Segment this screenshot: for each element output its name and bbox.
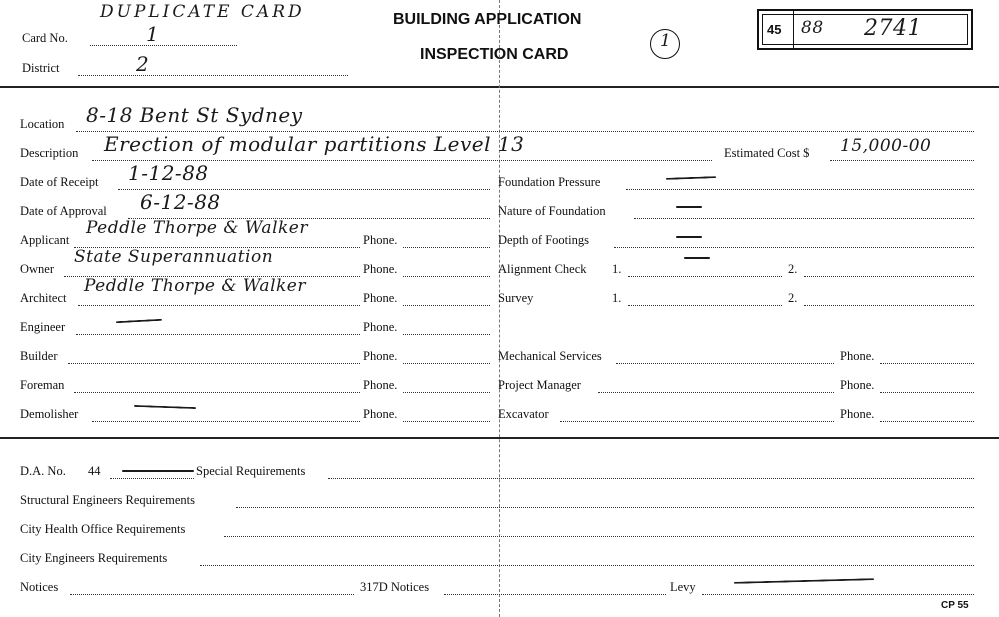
builder-label: Builder — [20, 349, 58, 363]
levy-dash — [734, 578, 874, 584]
mechanical-services-phone-label: Phone. — [840, 349, 875, 363]
description-label: Description — [20, 146, 79, 160]
depth-of-footings-dash — [676, 236, 702, 238]
engineer-phone-label: Phone. — [363, 320, 398, 334]
foreman-phone-line — [403, 392, 490, 393]
date-of-approval-value: 6-12-88 — [140, 190, 221, 214]
circled-number-value: 1 — [660, 31, 672, 51]
structural-engineers-line — [236, 507, 974, 508]
da-no-label: D.A. No. — [20, 464, 66, 478]
engineer-phone-line — [403, 334, 490, 335]
card-no-line — [90, 45, 237, 46]
form-code: CP 55 — [941, 600, 969, 611]
demolisher-phone-label: Phone. — [363, 407, 398, 421]
estimated-cost-value: 15,000-00 — [840, 136, 932, 156]
form-title-line2: INSPECTION CARD — [420, 46, 569, 63]
city-health-label: City Health Office Requirements — [20, 522, 186, 536]
builder-phone-label: Phone. — [363, 349, 398, 363]
builder-line — [68, 363, 360, 364]
architect-line — [78, 305, 360, 306]
description-value: Erection of modular partitions Level 13 — [104, 132, 525, 156]
applicant-phone-label: Phone. — [363, 233, 398, 247]
date-of-receipt-value: 1-12-88 — [128, 161, 209, 185]
foundation-pressure-dash — [666, 176, 716, 180]
application-number-prefix: 45 — [767, 22, 782, 37]
survey-item-1: 1. — [612, 291, 622, 305]
survey-line-2 — [804, 305, 974, 306]
excavator-phone-label: Phone. — [840, 407, 875, 421]
notices-317d-label: 317D Notices — [360, 580, 430, 594]
alignment-check-line-1 — [628, 276, 782, 277]
location-label: Location — [20, 117, 65, 131]
architect-phone-label: Phone. — [363, 291, 398, 305]
district-line — [78, 75, 348, 76]
demolisher-phone-line — [403, 421, 490, 422]
duplicate-card-note: DUPLICATE CARD — [100, 2, 305, 22]
engineer-dash — [116, 319, 162, 323]
city-engineers-line — [200, 565, 974, 566]
alignment-check-item-1: 1. — [612, 262, 622, 276]
owner-label: Owner — [20, 262, 55, 276]
demolisher-label: Demolisher — [20, 407, 79, 421]
special-requirements-line — [328, 478, 974, 479]
demolisher-line — [92, 421, 360, 422]
demolisher-dash — [134, 405, 196, 409]
city-health-line — [224, 536, 974, 537]
application-number-box — [757, 9, 973, 50]
applicant-phone-line — [403, 247, 490, 248]
foreman-line — [74, 392, 360, 393]
alignment-check-dash — [684, 257, 710, 259]
card-no-label: Card No. — [22, 31, 68, 45]
applicant-label: Applicant — [20, 233, 70, 247]
notices-label: Notices — [20, 580, 59, 594]
circled-number — [650, 29, 680, 59]
location-value: 8-18 Bent St Sydney — [86, 103, 303, 127]
foreman-label: Foreman — [20, 378, 65, 392]
depth-of-footings-label: Depth of Footings — [498, 233, 589, 247]
estimated-cost-line — [830, 160, 974, 161]
excavator-phone-line — [880, 421, 974, 422]
mechanical-services-phone-line — [880, 363, 974, 364]
center-fold-line — [499, 0, 500, 617]
da-no-line — [110, 478, 194, 479]
project-manager-phone-label: Phone. — [840, 378, 875, 392]
alignment-check-item-2: 2. — [788, 262, 798, 276]
district-label: District — [22, 61, 60, 75]
survey-line-1 — [628, 305, 782, 306]
project-manager-phone-line — [880, 392, 974, 393]
foreman-phone-label: Phone. — [363, 378, 398, 392]
application-number-year: 88 — [801, 18, 824, 38]
requirements-divider — [0, 437, 999, 439]
applicant-value: Peddle Thorpe & Walker — [86, 218, 308, 238]
excavator-line — [560, 421, 834, 422]
card-no-value: 1 — [146, 22, 160, 46]
structural-engineers-label: Structural Engineers Requirements — [20, 493, 195, 507]
city-engineers-label: City Engineers Requirements — [20, 551, 168, 565]
engineer-label: Engineer — [20, 320, 66, 334]
estimated-cost-label: Estimated Cost $ — [724, 146, 810, 160]
da-no-dash — [122, 470, 194, 472]
levy-label: Levy — [670, 580, 696, 594]
date-of-receipt-label: Date of Receipt — [20, 175, 99, 189]
number-separator — [793, 11, 794, 48]
district-value: 2 — [136, 52, 150, 76]
nature-of-foundation-dash — [676, 206, 702, 208]
foundation-pressure-line — [626, 189, 974, 190]
owner-phone-line — [403, 276, 490, 277]
mechanical-services-label: Mechanical Services — [498, 349, 602, 363]
builder-phone-line — [403, 363, 490, 364]
special-requirements-label: Special Requirements — [196, 464, 306, 478]
survey-item-2: 2. — [788, 291, 798, 305]
architect-value: Peddle Thorpe & Walker — [84, 276, 306, 296]
levy-line — [702, 594, 974, 595]
architect-phone-line — [403, 305, 490, 306]
nature-of-foundation-line — [634, 218, 974, 219]
notices-line — [70, 594, 354, 595]
date-of-approval-label: Date of Approval — [20, 204, 107, 218]
project-manager-line — [598, 392, 834, 393]
engineer-line — [76, 334, 360, 335]
nature-of-foundation-label: Nature of Foundation — [498, 204, 606, 218]
owner-value: State Superannuation — [74, 247, 274, 267]
depth-of-footings-line — [614, 247, 974, 248]
notices-317d-line — [444, 594, 666, 595]
excavator-label: Excavator — [498, 407, 549, 421]
application-number-main: 2741 — [864, 16, 922, 41]
survey-label: Survey — [498, 291, 534, 305]
foundation-pressure-label: Foundation Pressure — [498, 175, 601, 189]
architect-label: Architect — [20, 291, 67, 305]
mechanical-services-line — [616, 363, 834, 364]
owner-phone-label: Phone. — [363, 262, 398, 276]
form-title-line1: BUILDING APPLICATION — [393, 11, 582, 28]
project-manager-label: Project Manager — [498, 378, 581, 392]
alignment-check-label: Alignment Check — [498, 262, 587, 276]
da-no-value: 44 — [88, 464, 101, 478]
alignment-check-line-2 — [804, 276, 974, 277]
